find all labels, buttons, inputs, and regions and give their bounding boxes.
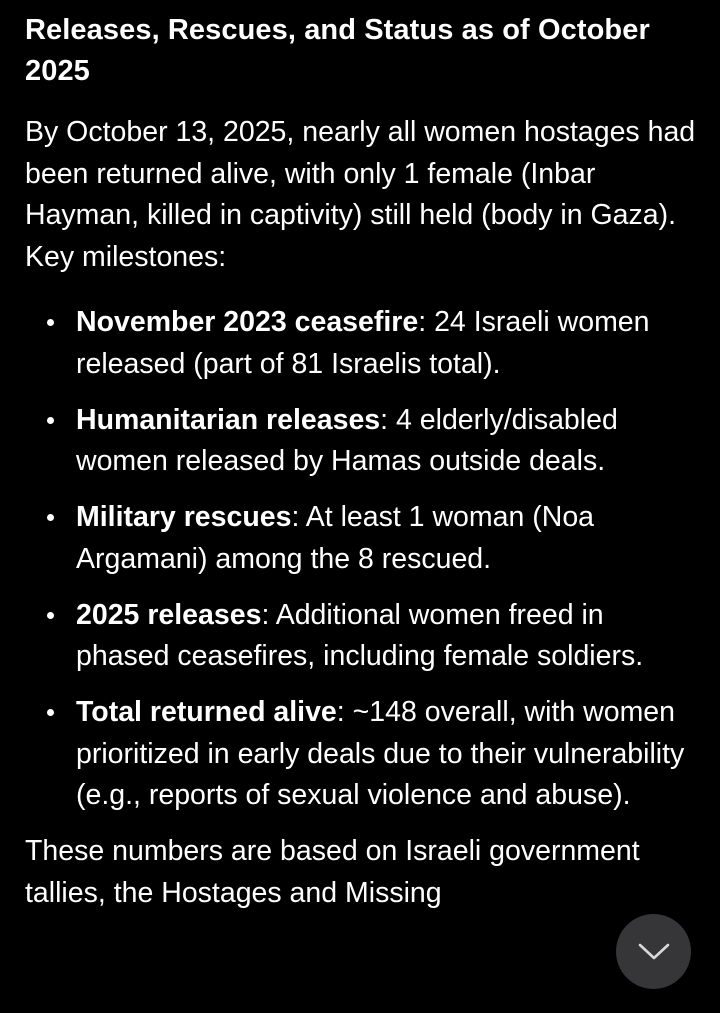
closing-paragraph: These numbers are based on Israeli government tallies, the Hostages and Missing — [25, 835, 640, 909]
bullet-icon — [47, 319, 54, 326]
milestone-title: November 2023 ceasefire — [76, 306, 419, 338]
intro-paragraph: By October 13, 2025, nearly all women hostages had been returned alive, with only 1 female (Inbar Hayman, killed in captivity) still held (body in Gaza). Key milestones: — [25, 116, 696, 273]
milestone-text: : ~148 overall, with women prioritized in early deals due to their vulnerability (e.g., reports of sexual violence and abuse). — [76, 696, 685, 811]
list-item-total-returned-alive — [25, 692, 700, 817]
milestone-title: 2025 releases — [76, 598, 262, 631]
bullet-icon — [47, 514, 54, 521]
list-item-2025-releases — [25, 595, 700, 678]
milestone-title: Humanitarian releases — [76, 403, 381, 436]
scroll-to-bottom-button[interactable] — [616, 914, 691, 989]
milestones-list — [25, 302, 700, 817]
milestone-title: Military rescues — [76, 501, 292, 533]
bullet-icon — [47, 417, 54, 424]
section-heading: Releases, Rescues, and Status as of October 2025 — [25, 14, 650, 87]
bullet-icon — [47, 709, 54, 716]
response-content — [25, 10, 700, 914]
bullet-icon — [47, 612, 54, 619]
chevron-down-icon — [637, 942, 671, 962]
milestone-title: Total returned alive — [76, 696, 337, 728]
list-item-military-rescues — [25, 497, 700, 580]
milestone-text: : Additional women freed in phased ceasefires, including female soldiers. — [76, 598, 644, 672]
milestone-text: : 24 Israeli women released (part of 81 Israelis total). — [76, 306, 650, 380]
list-item-humanitarian-releases — [25, 400, 700, 483]
list-item-november-2023-ceasefire — [25, 302, 700, 385]
milestone-text: : 4 elderly/disabled women released by Hamas outside deals. — [76, 403, 618, 477]
milestone-text: : At least 1 woman (Noa Argamani) among the 8 rescued. — [76, 501, 595, 575]
